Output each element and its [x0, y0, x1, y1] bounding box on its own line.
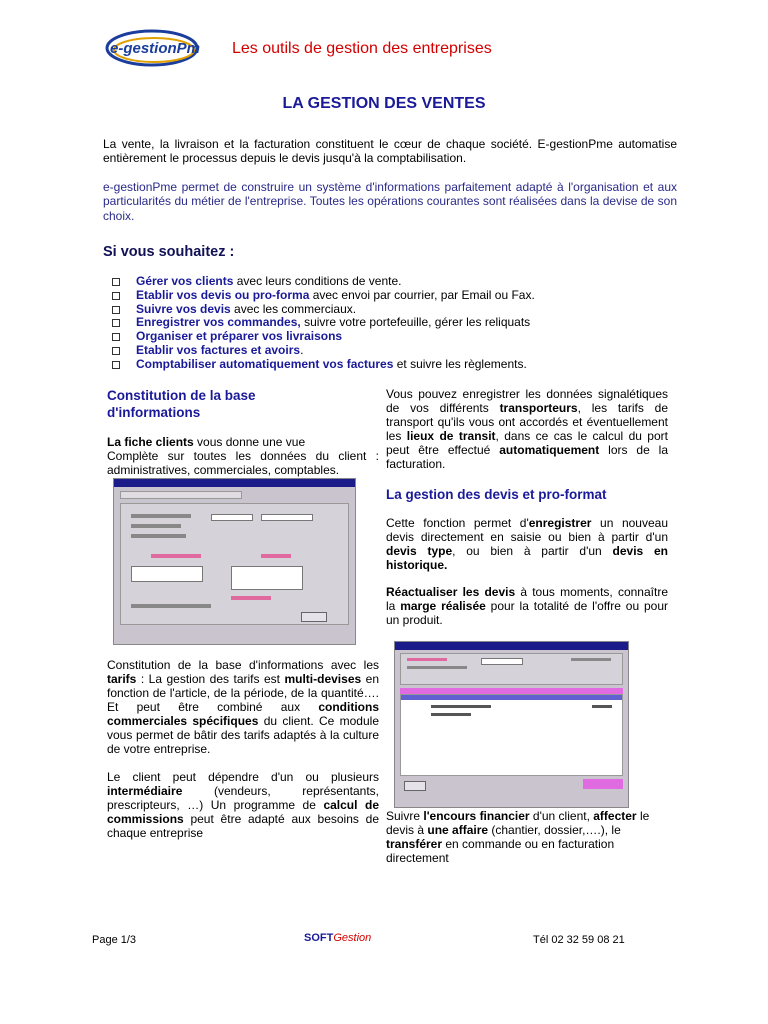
bullet-square-icon [112, 347, 120, 355]
left-section-heading: Constitution de la base d'informations [107, 388, 256, 420]
bullet-square-icon [112, 333, 120, 341]
transporteurs-paragraph: Vous pouvez enregistrer les données signalétiques de vos différents transporteurs, les tarifs de transport qu'ils vous ont accordés et éventuellement les lieux de transit, dans ce cas le calcul du port peut être effectué automatiquement lors de la facturation. [386, 387, 669, 471]
encours-paragraph: Suivre l'encours financier d'un client, affecter le devis à une affaire (chantier, dossier,….), le transférer en commande ou en facturation directement [386, 809, 650, 865]
devis-paragraph: Cette fonction permet d'enregistrer un nouveau devis directement en saisie ou bien à partir d'un devis type, ou bien à partir d'un devis en historique. [386, 516, 668, 572]
footer-phone: Tél 02 32 59 08 21 [533, 934, 625, 946]
tarifs-paragraph: Constitution de la base d'informations avec les tarifs : La gestion des tarifs est multi-devises en fonction de l'article, de la période, de la quantité…. Et peut être combiné aux conditions commerciales spécifiques du client. Ce module vous permet de bâtir des tarifs adaptés à la culture de votre entreprise. [107, 658, 380, 756]
devis-section-heading: La gestion des devis et pro-format [386, 487, 607, 502]
tagline: Les outils de gestion des entreprises [232, 40, 492, 57]
bullet-square-icon [112, 319, 120, 327]
wishes-heading: Si vous souhaitez : [103, 244, 235, 260]
list-item: Organiser et préparer vos livraisons [112, 330, 692, 344]
reactualiser-paragraph: Réactualiser les devis à tous moments, connaître la marge réalisée pour la totalité de l'offre ou pour un produit. [386, 585, 668, 627]
bullet-square-icon [112, 278, 120, 286]
client-form-screenshot [113, 478, 356, 645]
fiche-clients-paragraph: La fiche clients vous donne une vue Complète sur toutes les données du client : administratives, commerciales, comptables. [107, 435, 379, 477]
page-number: Page 1/3 [92, 934, 137, 946]
page-title: LA GESTION DES VENTES [282, 95, 486, 112]
bullet-square-icon [112, 361, 120, 369]
list-item: Comptabiliser automatiquement vos factures et suivre les règlements. [112, 358, 692, 372]
intro-paragraph-1: La vente, la livraison et la facturation constituent le cœur de chaque société. E-gestionPme automatise entièrement le processus depuis le devis jusqu'à la comptabilisation. [103, 137, 677, 166]
footer-brand: SOFTGestion [304, 932, 372, 944]
intermediaire-paragraph: Le client peut dépendre d'un ou plusieurs intermédiaire (vendeurs, représentants, prescripteurs, …) Un programme de calcul de commissions peut être adapté aux besoins de chaque entreprise [107, 770, 380, 840]
list-item: Suivre vos devis avec les commerciaux. [112, 303, 692, 317]
devis-screenshot [394, 641, 629, 808]
intro-paragraph-2: e-gestionPme permet de construire un système d'informations parfaitement adapté à l'organisation et aux particularités du métier de l'entreprise. Toutes les opérations courantes sont réalisées dans la devise de son choix. [103, 180, 677, 223]
wishes-list [112, 275, 692, 372]
list-item: Enregistrer vos commandes, suivre votre portefeuille, gérer les reliquats [112, 316, 692, 330]
list-item: Etablir vos devis ou pro-forma avec envoi par courrier, par Email ou Fax. [112, 289, 692, 303]
svg-text:e-gestionPme: e-gestionPme [110, 40, 200, 57]
list-item: Gérer vos clients avec leurs conditions de vente. [112, 275, 692, 289]
company-logo [104, 24, 200, 70]
bullet-square-icon [112, 292, 120, 300]
list-item: Etablir vos factures et avoirs. [112, 344, 692, 358]
bullet-square-icon [112, 306, 120, 314]
